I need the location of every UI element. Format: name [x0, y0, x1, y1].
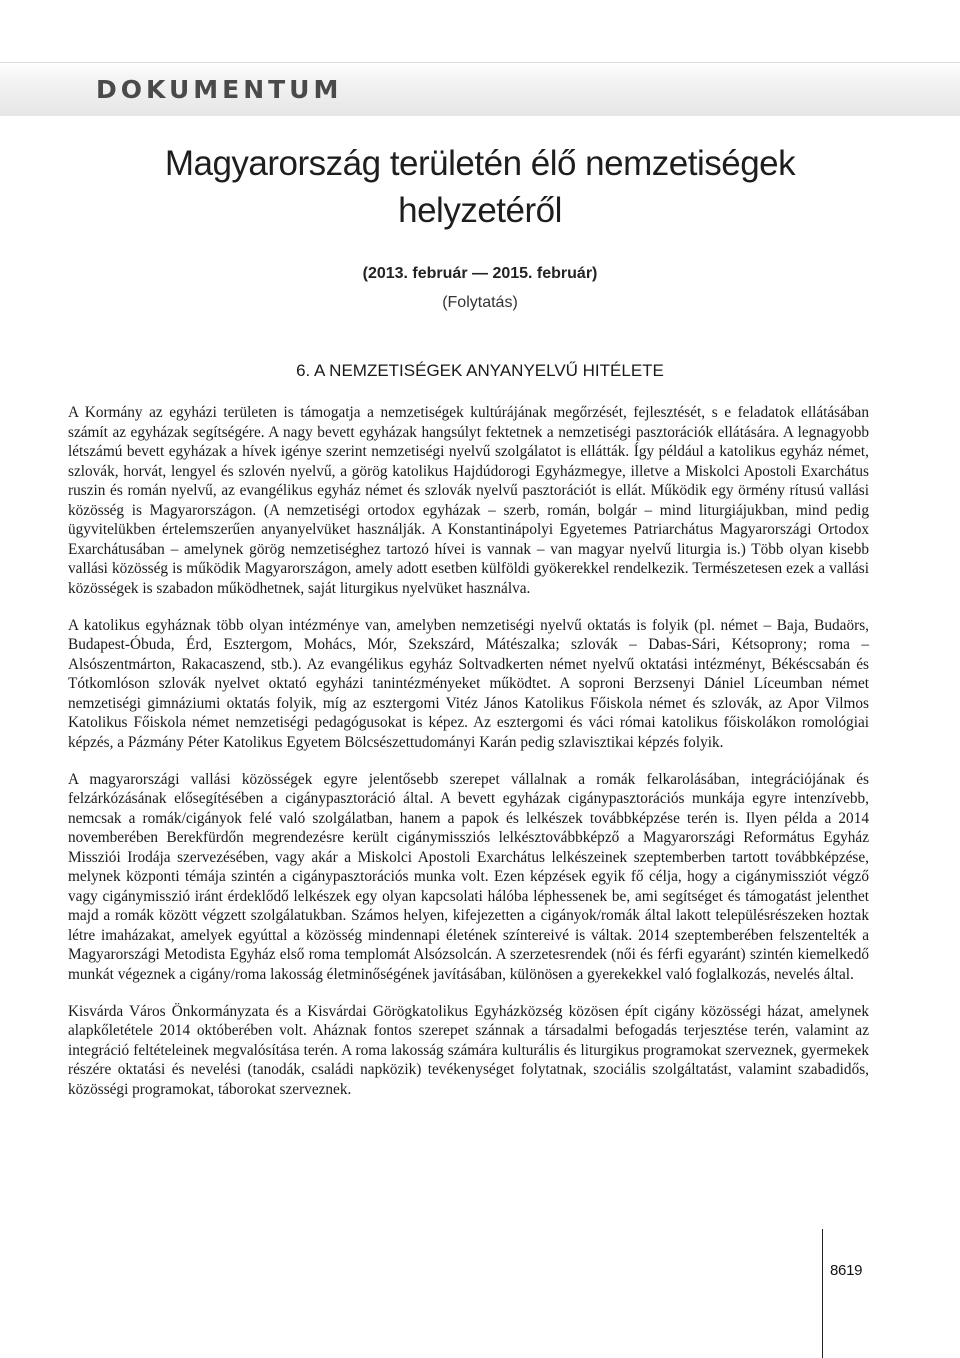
paragraph-2: A katolikus egyháznak több olyan intézménye van, amelyben nemzetiségi nyelvű oktatás is folyik (pl. német – Baja, Budaörs, Budapest-Óbuda, Érd, Esztergom, Mohács, Mór, Szekszárd, Mátészalka; szlovák – Dabas-Sári, Kétsoprony; roma – Alsószentmárton, Rakacaszend, stb.). Az evangélikus egyház Soltvadkerten német nyelvű oktatási intézményt, Békéscsabán és Tótkomlóson szlovák nyelvet oktató egyházi tanintézményeket működtet. A soproni Berzsenyi Dániel Líceumban német nemzetiségi gimnáziumi oktatás folyik, míg az esztergomi Vitéz János Katolikus Főiskola német és szlovák, az Apor Vilmos Katolikus Főiskola német nemzetiségi pedagógusokat is képez. Az esztergomi és váci római katolikus főiskolákon romológiai képzés, a Pázmány Péter Katolikus Egyetem Bölcsészettudományi Karán pedig szlavisztikai képzés folyik.	[68, 616, 869, 751]
document-title	[60, 140, 900, 234]
paragraph-3: A magyarországi vallási közösségek egyre jelentősebb szerepet vállalnak a romák felkarolásában, integrációjának és felzárkózásának elősegítésében a cigánypasztoráció által. A bevett egyházak cigánypasztorációs munkája egyre intenzívebb, nemcsak a romák/cigányok felé való szolgálatban, hanem a papok és lelkészek továbbképzése terén is. Ilyen példa a 2014 novemberében Berekfürdőn megrendezésre került cigánymissziós lelkésztovábbképző a Magyarországi Református Egyház Missziói Irodája szervezésében, vagy akár a Miskolci Apostoli Exarchátus lelkészeinek szeptemberben tartott továbbképzése, melynek központi témája szintén a cigánypasztorációs munka volt. Ezen képzések egyik fő célja, hogy a cigánymissziót végző vagy cigánymisszió iránt érdeklődő lelkészek egy olyan kapcsolati hálóba léphessenek be, ami segítséget és támogatást jelenthet majd a romák között végzett szolgálatukban. Számos helyen, kifejezetten a cigányok/romák által lakott településrészeken hoztak létre imaházakat, amelyek egyúttal a közösség mindennapi életének színtereivé is váltak. 2014 szeptemberében felszentelték a Magyarországi Metodista Egyház első roma templomát Alsózsolcán. A szerzetesrendek (női és férfi egyaránt) szintén kiemelkedő munkát végeznek a cigány/roma lakosság életminőségének javításában, különösen a gyerekekkel való foglalkozás, nevelés által.	[68, 770, 869, 983]
page-number-divider	[822, 1229, 871, 1358]
body-text	[68, 403, 869, 1117]
page-number: 8619	[830, 1262, 863, 1279]
section-heading: 6. A NEMZETISÉGEK ANYANYELVŰ HITÉLETE	[296, 361, 664, 380]
title-line-2: helyzetéről	[398, 191, 562, 230]
paragraph-4: Kisvárda Város Önkormányzata és a Kisvárdai Görögkatolikus Egyházközség közösen épít cigány közösségi házat, amelynek alapkőletétele 2014 októberében volt. Aháznak fontos szerepet szánnak a társadalmi befogadás terjesztése terén, valamint az integráció feltételeinek megvalósítása terén. A roma lakosság számára kulturális és liturgikus programokat szerveznek, gyermekek részére oktatási és nevelési (tanodák, családi napközik) tevékenységet folytatnak, szociális szolgáltatást, valamint szabadidős, közösségi programokat, táborokat szerveznek.	[68, 1002, 869, 1098]
title-line-1: Magyarország területén élő nemzetiségek	[164, 144, 796, 183]
section-word: DOKUMENTUM	[96, 75, 343, 104]
date-range: (2013. február — 2015. február)	[362, 265, 598, 282]
continuation-note: (Folytatás)	[442, 294, 518, 311]
paragraph-1: A Kormány az egyházi területen is támogatja a nemzetiségek kultúrájának megőrzését, fejlesztését, s e feladatok ellátásában számít az egyházak segítségére. A nagy bevett egyházak hangsúlyt fektetnek a nemzetiségi pasztorációk ellátására. A legnagyobb létszámú bevett egyházak a hívek igénye szerint nemzetiségi nyelvű szolgálatot is ellátták. Így például a katolikus egyház német, szlovák, horvát, lengyel és szlovén nyelvű, a görög katolikus Hajdúdorogi Egyházmegye, illetve a Miskolci Apostoli Exarchátus ruszin és román nyelvű, az evangélikus egyház német és szlovák nyelvű pasztorációt is ellát. Működik egy örmény rítusú vallási közösség is Magyarországon. (A nemzetiségi ortodox egyházak – szerb, román, bolgár – mind liturgiájukban, mind pedig ügyvitelükben értelemszerűen anyanyelvüket használják. A Konstantinápolyi Egyetemes Patriarchátus Magyarországi Ortodox Exarchátusában – amelynek görög nemzetiséghez tartozó hívei is vannak – van magyar nyelvű liturgia is.) Több olyan kisebb vallási közösség is működik Magyarországon, amely adott esetben külföldi gyökerekkel rendelkezik. Természetesen ezek a vallási közösségek is szabadon működhetnek, saját liturgikus nyelvüket használva.	[68, 404, 869, 597]
